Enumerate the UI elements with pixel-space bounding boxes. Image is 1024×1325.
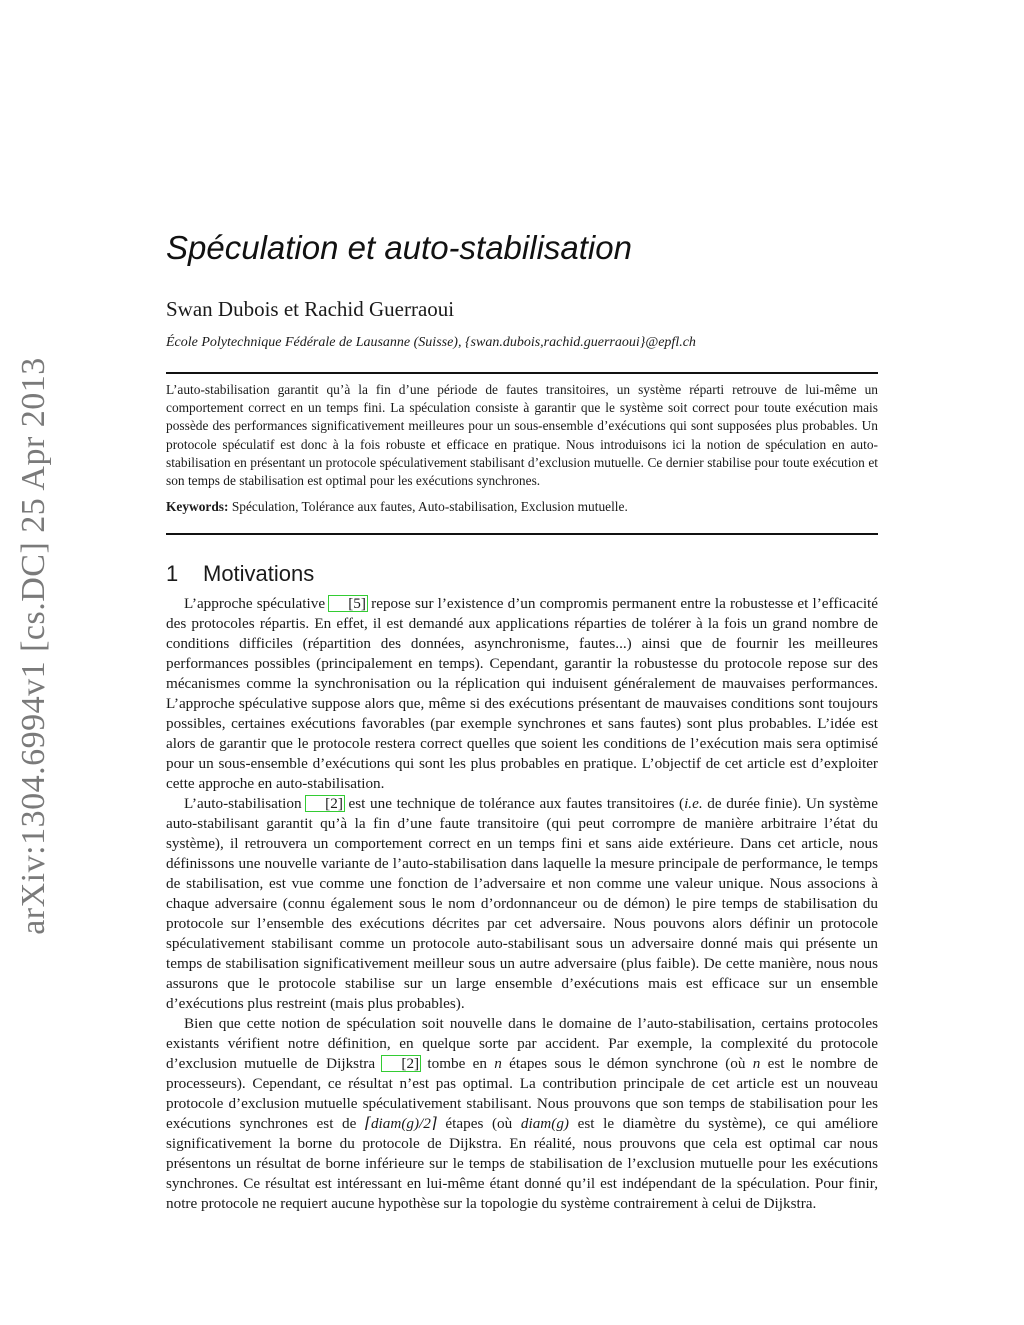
arxiv-stamp: [2, 357, 66, 935]
arxiv-stamp-text: arXiv:1304.6994v1 [cs.DC] 25 Apr 2013: [15, 357, 52, 935]
paper-page: [166, 226, 878, 1214]
keywords: [166, 498, 878, 516]
paragraph-2: [166, 794, 878, 1014]
section-heading: [166, 560, 878, 588]
paragraph-2-text-c: de durée finie). Un système auto-stabilisant garantit qu’à la fin d’une faute transitoire (qui peut corrompre de manière arbitraire l’état du système), il retrouvera un comportement correct en un temps fini et sans aide extérieure. Dans cet article, nous définissons une nouvelle variante de l’auto-stabilisation dans laquelle la mesure principale de performance, le temps de stabilisation, est vue comme une fonction de l’adversaire et non comme une valeur unique. Nous associons à chaque adversaire (connu également sous le nom d’ordonnanceur ou de démon) le pire temps de stabilisation du protocole sur l’ensemble des exécutions décrites par cet adversaire. Nous pouvons alors définir un protocole spéculativement stabilisant comme un protocole auto-stabilisant sous un adversaire donné mais qui présente un temps de stabilisation significativement meilleur sous un autre adversaire (plus faible). De cette manière, nous nous assurons que le protocole stabilise sur un large ensemble d’exécutions mais est efficace sur un ensemble d’exécutions plus restreint (mais plus probables).: [166, 795, 878, 1013]
paragraph-2-text-a: L’auto-stabilisation: [184, 795, 302, 813]
paragraph-1-text-a: L’approche spéculative: [184, 595, 326, 613]
paragraph-2-text-b: est une technique de tolérance aux fautes transitoires (: [348, 795, 685, 813]
citation-link[interactable]: [2]: [306, 796, 344, 811]
paragraph-3-var-n: n: [752, 1055, 761, 1073]
paragraph-2-ie: i.e.: [684, 795, 703, 813]
abstract-bottom-rule: [166, 533, 878, 535]
paper-affiliation: École Polytechnique Fédérale de Lausanne (Suisse), {swan.dubois,rachid.guerraoui}@epfl.ch: [166, 335, 696, 350]
citation-link[interactable]: [5]: [329, 596, 367, 611]
paragraph-3-diam: diam(g): [520, 1115, 569, 1133]
citation-link[interactable]: [2]: [382, 1056, 420, 1071]
paragraph-3-text-a: Bien que cette notion de spéculation soit nouvelle dans le domaine de l’auto-stabilisation, certains protocoles existants vérifient notre définition, en quelque sorte par accident. Par exemple, la complexité du protocole d’exclusion mutuelle de Dijkstra: [166, 1015, 878, 1073]
paragraph-3-text-b: tombe en: [427, 1055, 487, 1073]
paragraph-3-formula: ⌈diam(g)/2⌉: [365, 1115, 437, 1133]
keywords-label: Keywords:: [166, 499, 229, 515]
abstract-top-rule: [166, 372, 878, 374]
paper-title: Spéculation et auto-stabilisation: [166, 229, 632, 266]
section-number: 1: [166, 561, 179, 587]
paragraph-3: [166, 1014, 878, 1214]
paper-authors: Swan Dubois et Rachid Guerraoui: [166, 297, 455, 321]
paragraph-1-text-b: repose sur l’existence d’un compromis permanent entre la robustesse et l’efficacité des protocoles répartis. En effet, il est demandé aux applications réparties de tolérer à la fois un grand nombre de conditions difficiles (répartition des données, asynchronisme, fautes...) ainsi que de fournir les meilleures performances possibles (principalement en temps). Cependant, garantir la robustesse du protocole repose sur des mécanismes comme la synchronisation ou la réplication qui induisent généralement de mauvaises performances. L’approche spéculative suppose alors que, même si des exécutions présentant de mauvaises conditions sont toujours possibles, certaines exécutions favorables (par exemple synchrones et sans fautes) sont plus probables. L’idée est alors de garantir que le protocole restera correct quelles que soient les conditions de l’exécution mais sera optimisé pour un sous-ensemble d’exécutions qui sont les plus probables en pratique. L’objectif de cet article est d’exploiter cette approche en auto-stabilisation.: [166, 595, 879, 793]
paragraph-3-text-c: étapes sous le démon synchrone (où: [509, 1055, 746, 1073]
abstract: L’auto-stabilisation garantit qu’à la fin d’une période de fautes transitoires, un système réparti retrouve de lui-même un comportement correct en un temps fini. La spéculation consiste à garantir que le système soit correct pour toute exécution mais possède des performances significativement meilleures pour un sous-ensemble d’exécutions qui sont supposées plus probables. Un protocole spéculatif est donc à la fois robuste et efficace en pratique. Nous introduisons ici la notion de spéculation en auto-stabilisation en présentant un protocole spéculativement stabilisant d’exclusion mutuelle. Ce dernier stabilise pour toute exécution et son temps de stabilisation est optimal pour les exécutions synchrones.: [166, 382, 878, 489]
keywords-text: Spéculation, Tolérance aux fautes, Auto-stabilisation, Exclusion mutuelle.: [231, 499, 628, 515]
paragraph-3-text-f: est le diamètre du système), ce qui améliore significativement la borne du protocole de Dijkstra. En réalité, nous prouvons que cela est optimal car nous présentons un résultat de borne inférieure sur le temps de stabilisation de l’exclusion mutuelle pour les exécutions synchrones. Ce résultat est intéressant en lui-même étant donné qu’il est indépendant de la spéculation. Pour finir, notre protocole ne requiert aucune hypothèse sur la topologie du système contrairement à celui de Dijkstra.: [166, 1115, 879, 1213]
paragraph-1: [166, 594, 878, 794]
section-title: Motivations: [203, 561, 315, 587]
paragraph-3-text-e: étapes (où: [445, 1115, 513, 1133]
paragraph-3-var-n: n: [494, 1055, 502, 1073]
paragraph-3-text-d: est le nombre de processeurs). Cependant, ce résultat n’est pas optimal. La contribution principale de cet article est un nouveau protocole d’exclusion mutuelle spéculativement stabilisant. Nous prouvons que son temps de stabilisation pour les exécutions synchrones est de: [166, 1055, 879, 1133]
section-body: [166, 594, 878, 1214]
